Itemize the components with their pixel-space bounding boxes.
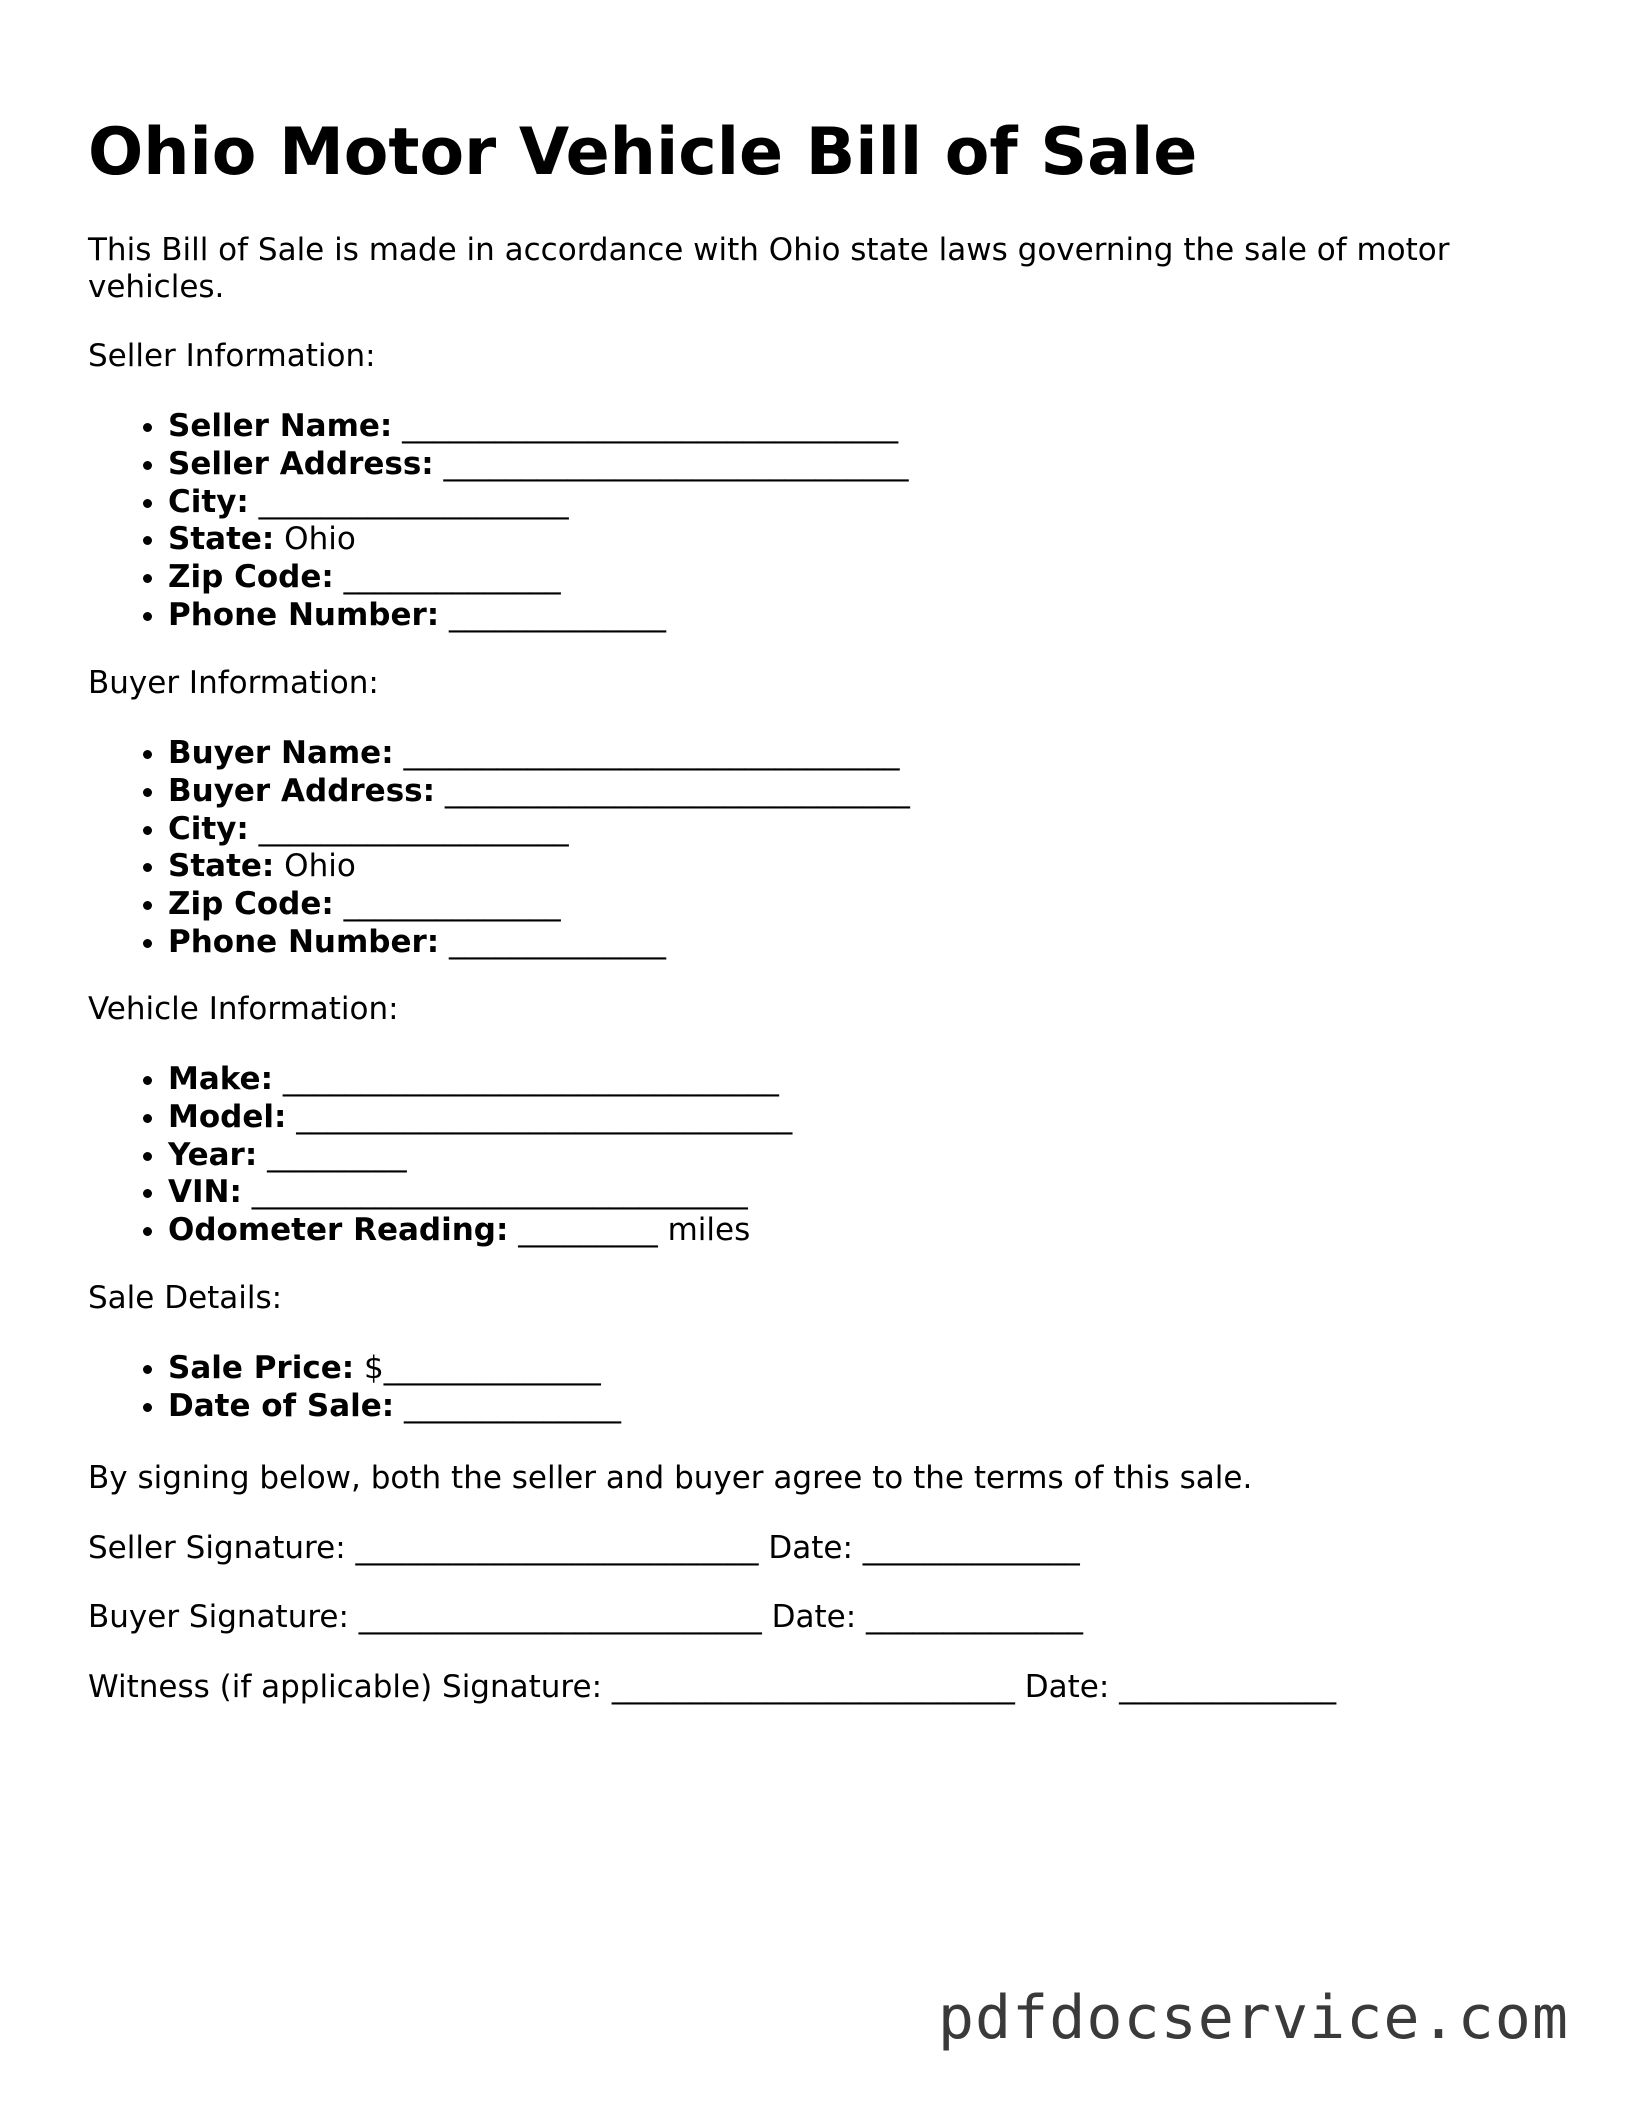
buyer-name-blank: ________________________________ [393, 735, 900, 771]
buyer-phone-item [168, 924, 910, 962]
buyer-zip-item [168, 886, 910, 924]
sale-date-item [168, 1388, 621, 1426]
watermark: pdfdocservice.com [937, 1983, 1569, 2053]
field-label: Buyer Name: [168, 735, 394, 771]
vehicle-make-item [168, 1061, 792, 1099]
field-label: Phone Number: [168, 923, 440, 960]
field-label: Seller Address: [168, 445, 434, 482]
vehicle-model-item [168, 1099, 792, 1137]
buyer-city-blank: ____________________ [248, 810, 569, 847]
seller-address-item [168, 446, 909, 484]
sale-price-blank: $______________ [354, 1350, 601, 1386]
buyer-fields-list [88, 735, 910, 962]
vehicle-odometer-blank: _________ miles [508, 1212, 751, 1249]
buyer-zip-blank: ______________ [333, 886, 561, 923]
field-label: Year: [168, 1136, 258, 1173]
field-label: Zip Code: [168, 886, 334, 923]
seller-city-item [168, 484, 909, 522]
field-label: Zip Code: [168, 559, 334, 596]
sale-date-blank: ______________ [394, 1387, 622, 1424]
seller-phone-blank: ______________ [439, 596, 667, 633]
buyer-phone-blank: ______________ [439, 923, 667, 960]
field-label: Model: [168, 1098, 287, 1135]
field-label: Odometer Reading: [168, 1212, 509, 1249]
seller-state-item [168, 521, 909, 559]
seller-zip-item [168, 559, 909, 597]
buyer-address-item [168, 773, 910, 811]
seller-fields-list [88, 408, 909, 635]
field-label: Sale Price: [168, 1350, 355, 1386]
seller-city-blank: ____________________ [248, 483, 569, 520]
buyer-signature-line: Buyer Signature: __________________________ Date: ______________ [88, 1599, 1084, 1635]
seller-name-item [168, 408, 909, 446]
seller-address-blank: ______________________________ [433, 445, 909, 482]
field-label: Phone Number: [168, 596, 440, 633]
buyer-city-item [168, 811, 910, 849]
vehicle-odometer-item [168, 1212, 792, 1250]
seller-zip-blank: ______________ [333, 559, 561, 596]
sale-price-item [168, 1350, 621, 1388]
field-label: State: [168, 521, 275, 558]
buyer-address-blank: ______________________________ [435, 772, 910, 809]
sale-heading: Sale Details: [88, 1280, 283, 1316]
field-label: State: [168, 848, 275, 885]
vehicle-year-item [168, 1137, 792, 1175]
document-title: Ohio Motor Vehicle Bill of Sale [88, 115, 1198, 190]
field-label: Make: [168, 1061, 273, 1097]
buyer-state-value: Ohio [274, 848, 356, 885]
field-label: Seller Name: [168, 408, 393, 444]
witness-signature-line: Witness (if applicable) Signature: __________________________ Date: ______________ [88, 1669, 1337, 1705]
vehicle-vin-blank: ________________________________ [241, 1174, 748, 1211]
vehicle-vin-item [168, 1174, 792, 1212]
field-label: City: [168, 483, 249, 520]
buyer-name-item [168, 735, 910, 773]
field-label: Buyer Address: [168, 772, 435, 809]
seller-name-blank: ________________________________ [392, 408, 899, 444]
vehicle-make-blank: ________________________________ [272, 1061, 779, 1097]
seller-state-value: Ohio [274, 521, 356, 558]
sale-fields-list [88, 1350, 621, 1426]
field-label: Date of Sale: [168, 1387, 395, 1424]
seller-heading: Seller Information: [88, 338, 376, 374]
intro-paragraph: This Bill of Sale is made in accordance with Ohio state laws governing the sale of motor vehicles. [88, 232, 1450, 305]
vehicle-fields-list [88, 1061, 792, 1250]
seller-signature-line: Seller Signature: __________________________ Date: ______________ [88, 1530, 1080, 1566]
vehicle-model-blank: ________________________________ [286, 1098, 793, 1135]
agreement-text: By signing below, both the seller and buyer agree to the terms of this sale. [88, 1460, 1253, 1496]
field-label: VIN: [168, 1174, 242, 1211]
field-label: City: [168, 810, 249, 847]
buyer-state-item [168, 848, 910, 886]
vehicle-heading: Vehicle Information: [88, 991, 399, 1027]
buyer-heading: Buyer Information: [88, 665, 379, 701]
vehicle-year-blank: _________ [257, 1136, 407, 1173]
seller-phone-item [168, 597, 909, 635]
